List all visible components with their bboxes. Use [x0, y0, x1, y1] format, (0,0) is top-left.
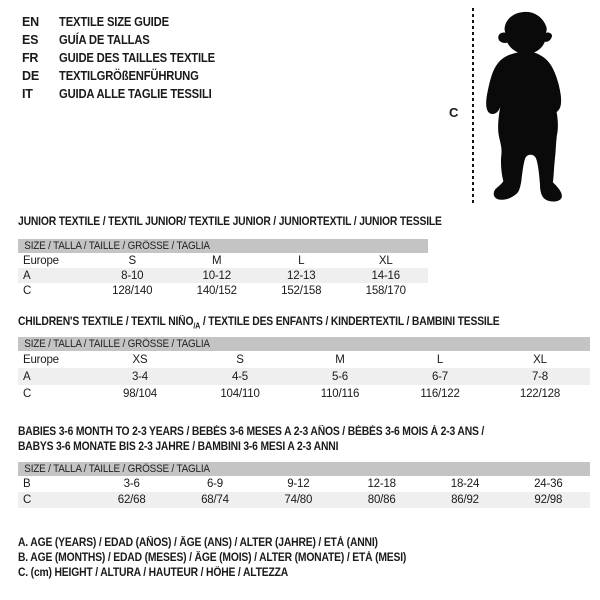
- value-cell: 158/170: [365, 284, 406, 297]
- value-cell: 24-36: [534, 478, 563, 490]
- value-cell: 10-12: [175, 268, 260, 283]
- children-section-title: [18, 315, 553, 333]
- value-cell: 7-8: [490, 368, 590, 385]
- value-cell: 6-7: [390, 368, 490, 385]
- junior-section-title-text: JUNIOR TEXTILE / TEXTIL JUNIOR/ TEXTILE JUNIOR / JUNIORTEXTIL / JUNIOR TESSILE: [18, 216, 442, 228]
- table-row: [18, 368, 590, 385]
- value-cell: 5-6: [290, 368, 390, 385]
- babies-title-line2: BABYS 3-6 MONATE BIS 2-3 JAHRE / BAMBINI 3-6 MESI A 2-3 ANNI: [18, 441, 339, 453]
- value-cell: 152/158: [281, 284, 322, 297]
- table-row: [18, 268, 428, 283]
- size-labels-row: [18, 351, 590, 368]
- height-measure-line: [472, 8, 474, 205]
- value-cell: 12-13: [259, 268, 344, 283]
- region-label-cell: Europe: [23, 254, 59, 267]
- title-part: / TEXTILE DES ENFANTS / KINDERTEXTIL / BAMBINI TESSILE: [200, 316, 500, 328]
- language-title: TEXTILE SIZE GUIDE: [59, 15, 169, 29]
- size-labels-row: [18, 253, 428, 268]
- table-row: [18, 283, 428, 298]
- value-cell: 74/80: [257, 492, 340, 508]
- value-cell: 104/110: [220, 387, 260, 400]
- value-cell: 14-16: [344, 268, 429, 283]
- value-cell: 68/74: [173, 492, 256, 508]
- footnote-c: [18, 567, 449, 582]
- height-measure-label: C: [449, 105, 459, 120]
- value-cell: 9-12: [287, 478, 310, 490]
- size-label-cell: S: [236, 353, 244, 366]
- size-label-cell: XS: [132, 353, 148, 366]
- footnote-c-text: C. (cm) HEIGHT / ALTURA / HAUTEUR / HÖHE / ALTEZZA: [18, 567, 289, 579]
- size-header-row: [18, 239, 428, 253]
- value-cell: 8-10: [90, 268, 175, 283]
- language-code: IT: [22, 87, 33, 101]
- language-code: EN: [22, 15, 39, 29]
- babies-size-table: [18, 462, 590, 508]
- value-cell: 3-6: [123, 478, 140, 490]
- language-title: TEXTILGRÖßENFÜHRUNG: [59, 69, 199, 83]
- value-cell: 80/86: [340, 492, 423, 508]
- table-row: [18, 385, 590, 402]
- size-label-cell: L: [298, 254, 305, 267]
- language-row: [22, 31, 232, 49]
- table-row: [18, 492, 590, 508]
- language-header: [22, 13, 232, 103]
- footnote-b: [18, 552, 449, 567]
- language-title: GUIDA ALLE TAGLIE TESSILI: [59, 87, 212, 101]
- children-section-title-text: [18, 315, 499, 333]
- size-label-cell: M: [335, 353, 345, 366]
- value-cell: 18-24: [450, 478, 480, 490]
- language-code: DE: [22, 69, 39, 83]
- value-cell: 62/68: [90, 492, 173, 508]
- row-label-cell: A: [18, 268, 90, 283]
- row-label-cell: A: [18, 368, 90, 385]
- value-cell: 6-9: [206, 478, 223, 490]
- size-header-row: [18, 462, 590, 476]
- size-header-text: SIZE / TALLA / TAILLE / GRÖSSE / TAGLIA: [24, 240, 210, 252]
- junior-size-table: [18, 239, 428, 298]
- footnote-a: [18, 537, 449, 552]
- value-cell: 86/92: [423, 492, 506, 508]
- junior-section-title: [18, 215, 489, 230]
- row-label-cell: C: [23, 284, 32, 297]
- language-code: FR: [22, 51, 39, 65]
- size-header-bar: [18, 462, 590, 476]
- row-label-cell: C: [23, 387, 32, 400]
- size-label-cell: S: [128, 254, 136, 267]
- title-part: CHILDREN'S TEXTILE / TEXTIL NIÑO: [18, 316, 194, 328]
- footnote-b-text: B. AGE (MONTHS) / EDAD (MESES) / ÂGE (MOIS) / ALTER (MONATE) / ETÀ (MESI): [18, 552, 407, 564]
- language-row: [22, 85, 232, 103]
- babies-title-line1: BABIES 3-6 MONTH TO 2-3 YEARS / BEBÉS 3-6 MESES A 2-3 AÑOS / BÉBÉS 3-6 MOIS À 2-3 ANS /: [18, 426, 485, 438]
- value-cell: 12-18: [367, 478, 396, 490]
- value-cell: 92/98: [507, 492, 590, 508]
- size-header-bar: [18, 337, 590, 351]
- language-title: GUÍA DE TALLAS: [59, 33, 150, 47]
- size-header-text: SIZE / TALLA / TAILLE / GRÖSSE / TAGLIA: [24, 463, 210, 475]
- value-cell: 116/122: [420, 387, 460, 400]
- value-cell: 110/116: [320, 387, 360, 400]
- children-size-table: [18, 337, 590, 402]
- value-cell: 3-4: [90, 368, 190, 385]
- size-label-cell: M: [212, 254, 222, 267]
- babies-section-title: [18, 425, 536, 455]
- size-label-cell: XL: [533, 353, 547, 366]
- language-row: [22, 13, 232, 31]
- title-subscript: /A: [193, 321, 201, 331]
- value-cell: 122/128: [519, 387, 561, 400]
- footnote-a-text: A. AGE (YEARS) / EDAD (AÑOS) / ÂGE (ANS) / ALTER (JAHRE) / ETÀ (ANNI): [18, 537, 378, 549]
- language-code: ES: [22, 33, 39, 47]
- row-label-cell: C: [18, 492, 90, 508]
- value-cell: 4-5: [190, 368, 290, 385]
- size-header-bar: [18, 239, 428, 253]
- value-cell: 98/104: [123, 387, 157, 400]
- size-label-cell: XL: [378, 254, 393, 267]
- size-label-cell: L: [436, 353, 444, 366]
- row-label-cell: B: [23, 478, 31, 490]
- value-cell: 140/152: [196, 284, 237, 297]
- table-row: [18, 476, 590, 492]
- size-header-row: [18, 337, 590, 351]
- size-header-text: SIZE / TALLA / TAILLE / GRÖSSE / TAGLIA: [24, 338, 210, 350]
- value-cell: 128/140: [112, 284, 153, 297]
- footnotes: [18, 537, 449, 582]
- region-label-cell: Europe: [23, 353, 59, 366]
- language-row: [22, 67, 232, 85]
- language-row: [22, 49, 232, 67]
- language-title: GUIDE DES TAILLES TEXTILE: [59, 51, 215, 65]
- baby-silhouette-icon: [477, 2, 599, 206]
